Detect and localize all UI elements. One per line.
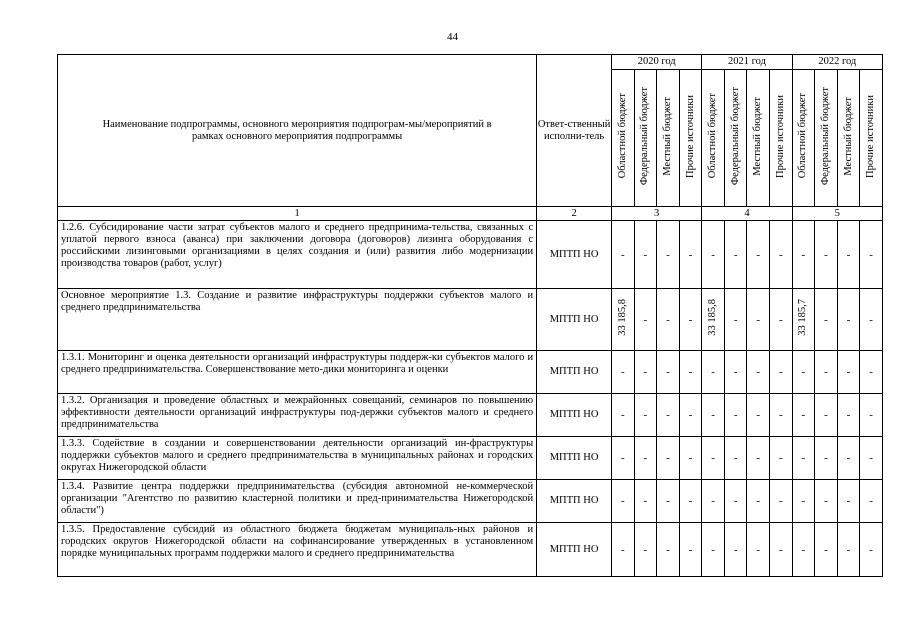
value-cell: -	[724, 437, 747, 480]
value-cell: -	[770, 351, 793, 394]
header-year-2021: 2021 год	[702, 55, 792, 70]
value-cell	[612, 289, 635, 351]
header-year-2020: 2020 год	[612, 55, 702, 70]
table-row	[58, 221, 883, 289]
value-cell: -	[657, 394, 680, 437]
header-source-1-0	[702, 70, 725, 207]
table-row	[58, 289, 883, 351]
value-cell: -	[612, 221, 635, 289]
value-cell: -	[679, 437, 702, 480]
value-cell: -	[860, 480, 883, 523]
value-cell: -	[657, 523, 680, 577]
header-source-label: Федеральный бюджет	[729, 86, 741, 186]
value-number: 33 185,8	[616, 299, 628, 336]
value-cell: -	[612, 394, 635, 437]
row-responsible: МПТП НО	[537, 394, 612, 437]
value-cell: -	[747, 523, 770, 577]
value-cell: -	[837, 437, 860, 480]
value-cell: -	[634, 394, 657, 437]
value-cell: -	[747, 221, 770, 289]
header-source-0-0	[612, 70, 635, 207]
header-year-2022: 2022 год	[792, 55, 882, 70]
value-cell: -	[612, 437, 635, 480]
value-cell: -	[634, 351, 657, 394]
table-row	[58, 394, 883, 437]
value-cell: -	[634, 221, 657, 289]
column-number-row	[58, 207, 883, 221]
header-source-label: Областной бюджет	[616, 93, 628, 179]
value-cell: -	[792, 437, 815, 480]
row-description: Основное мероприятие 1.3. Создание и развитие инфраструктуры поддержки субъектов малого и среднего предпринимательства	[58, 289, 537, 351]
value-cell: -	[702, 523, 725, 577]
value-cell: -	[747, 289, 770, 351]
value-cell: -	[770, 480, 793, 523]
value-cell: -	[702, 221, 725, 289]
value-cell: -	[860, 221, 883, 289]
value-cell: -	[770, 523, 793, 577]
header-name-column: Наименование подпрограммы, основного мероприятия подпрограм-мы/мероприятий в рамках основного мероприятия подпрограммы	[58, 55, 537, 207]
value-cell: -	[657, 221, 680, 289]
header-source-label: Местный бюджет	[842, 96, 854, 176]
row-responsible: МПТП НО	[537, 480, 612, 523]
value-cell: -	[634, 523, 657, 577]
value-cell: -	[679, 394, 702, 437]
row-description: 1.3.5. Предоставление субсидий из областного бюджета бюджетам муниципаль-ных районов и городских округов Нижегородской области на софинансирование утвержденных в установленном порядке муниципальных программ поддержки малого и среднего предпринимательства	[58, 523, 537, 577]
value-cell: -	[815, 351, 838, 394]
value-cell: -	[860, 289, 883, 351]
value-cell: -	[724, 351, 747, 394]
value-cell: -	[837, 480, 860, 523]
header-source-2-1	[815, 70, 838, 207]
value-cell: -	[724, 289, 747, 351]
value-cell: -	[634, 480, 657, 523]
table-row	[58, 437, 883, 480]
page-number: 44	[447, 31, 458, 43]
value-cell: -	[612, 480, 635, 523]
value-cell: -	[657, 289, 680, 351]
header-source-1-1	[724, 70, 747, 207]
table-row	[58, 351, 883, 394]
header-source-2-2	[837, 70, 860, 207]
col-number-5: 5	[792, 207, 882, 221]
value-cell: -	[770, 437, 793, 480]
value-cell: -	[679, 523, 702, 577]
value-cell: -	[612, 351, 635, 394]
value-cell: -	[837, 221, 860, 289]
value-cell: -	[815, 221, 838, 289]
header-source-1-2	[747, 70, 770, 207]
header-source-2-0	[792, 70, 815, 207]
value-cell: -	[815, 480, 838, 523]
value-cell	[702, 289, 725, 351]
value-cell: -	[860, 351, 883, 394]
value-cell: -	[792, 480, 815, 523]
value-cell: -	[724, 523, 747, 577]
col-number-2: 2	[537, 207, 612, 221]
value-cell: -	[815, 523, 838, 577]
value-cell: -	[702, 394, 725, 437]
header-source-0-1	[634, 70, 657, 207]
value-cell: -	[860, 437, 883, 480]
header-source-label: Местный бюджет	[752, 96, 764, 176]
row-responsible: МПТП НО	[537, 221, 612, 289]
budget-table	[57, 54, 883, 577]
col-number-3: 3	[612, 207, 702, 221]
value-cell: -	[657, 351, 680, 394]
value-cell: -	[792, 221, 815, 289]
row-description: 1.2.6. Субсидирование части затрат субъектов малого и среднего предпринима-тельства, связанных с уплатой первого взноса (аванса) при заключении договора (договоров) лизинга оборудования с российскими лизинговыми организациями в целях создания и (или) развития либо модернизации производства товаров (работ, услуг)	[58, 221, 537, 289]
value-cell: -	[679, 351, 702, 394]
value-cell: -	[792, 351, 815, 394]
value-cell: -	[860, 523, 883, 577]
value-cell: -	[702, 351, 725, 394]
header-source-1-3	[770, 70, 793, 207]
value-cell: -	[657, 480, 680, 523]
table-body	[58, 221, 883, 577]
table-row	[58, 480, 883, 523]
table-row	[58, 523, 883, 577]
header-source-label: Федеральный бюджет	[819, 86, 831, 186]
value-cell: -	[770, 394, 793, 437]
value-cell: -	[679, 480, 702, 523]
value-cell: -	[679, 221, 702, 289]
value-cell: -	[612, 523, 635, 577]
header-source-2-3	[860, 70, 883, 207]
value-cell: -	[837, 351, 860, 394]
value-cell: -	[815, 289, 838, 351]
value-cell: -	[724, 221, 747, 289]
row-description: 1.3.1. Мониторинг и оценка деятельности организаций инфраструктуры поддерж-ки субъектов малого и среднего предпринимательства. Совершенствование мето-дики мониторинга и оценки	[58, 351, 537, 394]
value-cell: -	[815, 437, 838, 480]
value-cell: -	[792, 523, 815, 577]
row-responsible: МПТП НО	[537, 437, 612, 480]
header-source-label: Прочие источники	[684, 94, 696, 178]
col-number-4: 4	[702, 207, 792, 221]
header-source-label: Прочие источники	[865, 94, 877, 178]
col-number-1: 1	[58, 207, 537, 221]
row-responsible: МПТП НО	[537, 351, 612, 394]
value-cell: -	[815, 394, 838, 437]
value-cell: -	[634, 289, 657, 351]
value-number: 33 185,7	[797, 299, 809, 336]
value-cell: -	[702, 480, 725, 523]
header-responsible-column: Ответ-ственный исполни-тель	[537, 55, 612, 207]
header-source-0-3	[679, 70, 702, 207]
value-cell: -	[747, 394, 770, 437]
row-description: 1.3.3. Содействие в создании и совершенствовании деятельности организаций ин-фраструктуры поддержки субъектов малого и среднего предпринимательства в муниципальных районах и городских округах Нижегородской области	[58, 437, 537, 480]
value-cell: -	[770, 221, 793, 289]
header-source-label: Прочие источники	[774, 94, 786, 178]
value-cell: -	[724, 480, 747, 523]
value-cell: -	[860, 394, 883, 437]
header-source-label: Областной бюджет	[707, 93, 719, 179]
row-description: 1.3.2. Организация и проведение областных и межрайонных совещаний, семинаров по повышению эффективности деятельности организаций инфраструктуры под-держки субъектов малого и среднего предпринимательства	[58, 394, 537, 437]
value-number: 33 185,8	[707, 299, 719, 336]
value-cell	[792, 289, 815, 351]
value-cell: -	[770, 289, 793, 351]
value-cell: -	[837, 523, 860, 577]
value-cell: -	[634, 437, 657, 480]
header-source-0-2	[657, 70, 680, 207]
value-cell: -	[837, 394, 860, 437]
header-source-label: Местный бюджет	[661, 96, 673, 176]
value-cell: -	[724, 394, 747, 437]
header-source-label: Федеральный бюджет	[639, 86, 651, 186]
value-cell: -	[792, 394, 815, 437]
value-cell: -	[702, 437, 725, 480]
row-description: 1.3.4. Развитие центра поддержки предпринимательства (субсидия автономной не-коммерческой организации "Агентство по развитию кластерной политики и пред-принимательства Нижегородской области")	[58, 480, 537, 523]
value-cell: -	[837, 289, 860, 351]
row-responsible: МПТП НО	[537, 523, 612, 577]
value-cell: -	[747, 480, 770, 523]
row-responsible: МПТП НО	[537, 289, 612, 351]
value-cell: -	[747, 351, 770, 394]
value-cell: -	[679, 289, 702, 351]
value-cell: -	[657, 437, 680, 480]
value-cell: -	[747, 437, 770, 480]
header-source-label: Областной бюджет	[797, 93, 809, 179]
